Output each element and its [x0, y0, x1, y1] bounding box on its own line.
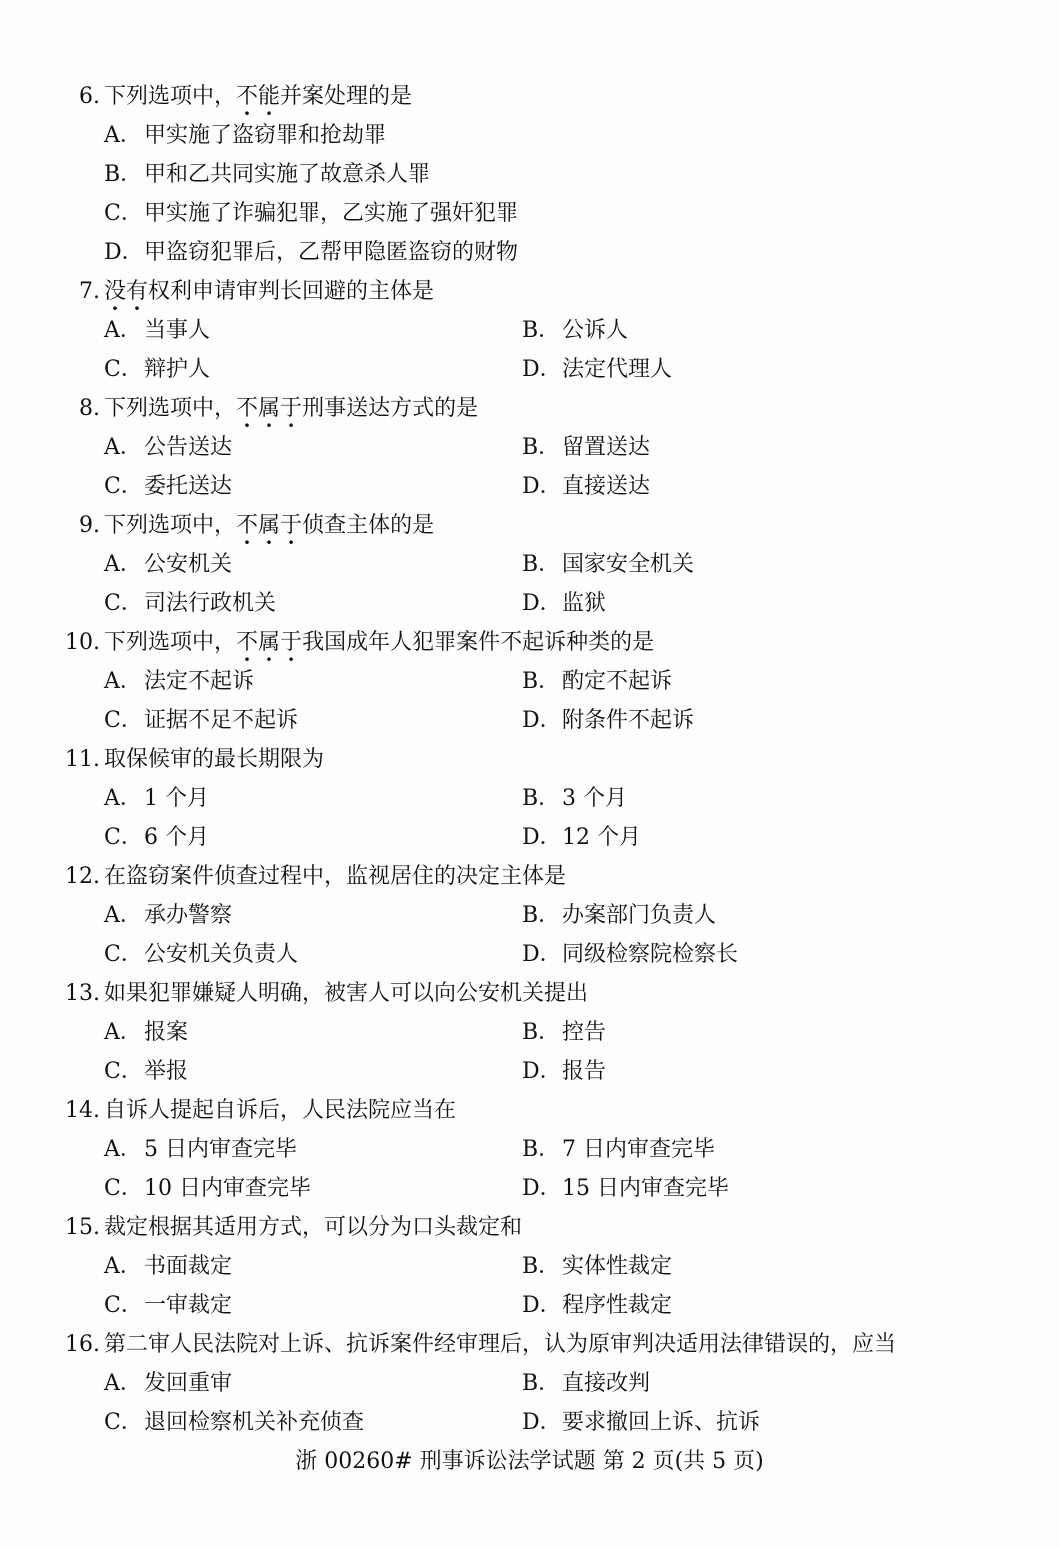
option-label: A． — [104, 1020, 142, 1045]
option-text: 国家安全机关 — [562, 552, 695, 577]
option-text: 直接改判 — [562, 1371, 651, 1396]
option-label: D． — [522, 1293, 562, 1318]
option-label: A． — [104, 786, 142, 811]
option-a — [104, 316, 210, 346]
option-a — [104, 1135, 297, 1165]
option-label: A． — [104, 903, 142, 928]
option-text: 法定代理人 — [562, 357, 673, 382]
question-number: 11. — [65, 747, 100, 772]
option-label: B． — [522, 1371, 561, 1396]
option-a — [104, 1018, 188, 1048]
emphasized-words — [236, 84, 280, 109]
option-text: 程序性裁定 — [562, 1293, 673, 1318]
option-text: 法定不起诉 — [144, 669, 255, 694]
option-a — [104, 121, 386, 151]
option-label: D． — [522, 591, 562, 616]
emphasized-char: 不 — [236, 84, 259, 109]
option-c — [104, 940, 298, 970]
option-text: 附条件不起诉 — [562, 708, 695, 733]
emphasized-char: 不 — [236, 630, 259, 655]
option-text: 留置送达 — [562, 435, 651, 460]
question-text — [104, 745, 324, 775]
option-text: 辩护人 — [144, 357, 211, 382]
page-footer: 浙 00260# 刑事诉讼法学试题 第 2 页(共 5 页) — [295, 1449, 764, 1474]
question-text — [104, 1213, 522, 1243]
option-d — [522, 823, 641, 853]
option-b — [522, 667, 672, 697]
question-text-pre: 下列选项中， — [104, 513, 237, 538]
option-label: A． — [104, 552, 142, 577]
question-text-pre: 取保候审的最长期限为 — [104, 747, 325, 772]
option-a — [104, 901, 232, 931]
emphasized-char: 属 — [258, 630, 281, 655]
option-label: B． — [522, 903, 561, 928]
option-label: B． — [522, 1254, 561, 1279]
question-text — [104, 277, 434, 307]
question-text — [104, 82, 412, 112]
option-label: A． — [104, 1137, 142, 1162]
option-label: C． — [104, 1059, 143, 1084]
emphasized-char: 于 — [280, 396, 303, 421]
emphasized-words — [236, 513, 302, 538]
option-d — [522, 1174, 729, 1204]
option-label: C． — [104, 708, 143, 733]
option-a — [104, 550, 232, 580]
emphasized-char: 没 — [104, 279, 127, 304]
option-label: A． — [104, 1254, 142, 1279]
option-b — [522, 550, 694, 580]
option-text: 当事人 — [144, 318, 211, 343]
emphasized-char: 于 — [280, 630, 303, 655]
question-text — [104, 862, 566, 892]
option-label: B． — [522, 669, 561, 694]
option-label: A． — [104, 669, 142, 694]
option-c — [104, 823, 209, 853]
emphasized-char: 有 — [126, 279, 149, 304]
question-text-pre: 如果犯罪嫌疑人明确，被害人可以向公安机关提出 — [104, 981, 589, 1006]
option-text: 直接送达 — [562, 474, 651, 499]
option-label: C． — [104, 1293, 143, 1318]
question-number: 7. — [79, 279, 100, 304]
option-text: 承办警察 — [144, 903, 233, 928]
question-text-post: 侦查主体的是 — [302, 513, 435, 538]
emphasized-words — [236, 630, 302, 655]
emphasized-char: 属 — [258, 513, 281, 538]
option-a — [104, 784, 209, 814]
option-text: 公安机关负责人 — [144, 942, 299, 967]
option-text: 15 日内审查完毕 — [562, 1176, 729, 1201]
question-number: 6. — [79, 84, 100, 109]
question-number: 8. — [79, 396, 100, 421]
option-text: 司法行政机关 — [144, 591, 277, 616]
question-number: 14. — [65, 1098, 100, 1123]
question-number: 10. — [65, 630, 100, 655]
option-text: 6 个月 — [144, 825, 209, 850]
option-label: A． — [104, 435, 142, 460]
option-text: 甲和乙共同实施了故意杀人罪 — [144, 162, 431, 187]
option-label: C． — [104, 1410, 143, 1435]
option-text: 10 日内审查完毕 — [144, 1176, 311, 1201]
option-text: 委托送达 — [144, 474, 233, 499]
option-a — [104, 1369, 232, 1399]
option-c — [104, 1291, 232, 1321]
option-label: B． — [522, 1137, 561, 1162]
option-label: D． — [522, 1176, 562, 1201]
option-b — [522, 433, 650, 463]
option-text: 甲实施了盗窃罪和抢劫罪 — [144, 123, 387, 148]
option-text: 退回检察机关补充侦查 — [144, 1410, 365, 1435]
option-label: A． — [104, 123, 142, 148]
option-label: D． — [522, 357, 562, 382]
option-c — [104, 1174, 311, 1204]
emphasized-char: 属 — [258, 396, 281, 421]
option-d — [522, 706, 694, 736]
question-text — [104, 1330, 896, 1360]
question-text-post: 我国成年人犯罪案件不起诉种类的是 — [302, 630, 655, 655]
option-b — [522, 784, 627, 814]
option-c — [104, 355, 210, 385]
option-b — [522, 1135, 715, 1165]
option-label: C． — [104, 474, 143, 499]
option-text: 公安机关 — [144, 552, 233, 577]
option-label: B． — [104, 162, 143, 187]
option-label: C． — [104, 591, 143, 616]
emphasized-char: 于 — [280, 513, 303, 538]
option-d — [522, 1057, 606, 1087]
question-text — [104, 628, 654, 658]
question-text-pre: 下列选项中， — [104, 396, 237, 421]
option-text: 甲实施了诈骗犯罪，乙实施了强奸犯罪 — [144, 201, 519, 226]
option-text: 公诉人 — [562, 318, 629, 343]
option-b — [522, 316, 628, 346]
question-text — [104, 979, 588, 1009]
question-text-post: 刑事送达方式的是 — [302, 396, 479, 421]
option-c — [104, 706, 298, 736]
question-text-pre: 下列选项中， — [104, 84, 237, 109]
option-c — [104, 589, 276, 619]
option-d — [522, 355, 672, 385]
option-label: D． — [522, 825, 562, 850]
option-a — [104, 667, 254, 697]
question-text-pre: 第二审人民法院对上诉、抗诉案件经审理后，认为原审判决适用法律错误的，应当 — [104, 1332, 897, 1357]
option-label: A． — [104, 318, 142, 343]
option-label: C． — [104, 201, 143, 226]
option-text: 报案 — [144, 1020, 189, 1045]
option-label: D． — [104, 240, 144, 265]
option-b — [104, 160, 430, 190]
option-d — [522, 589, 606, 619]
question-number: 9. — [79, 513, 100, 538]
emphasized-char: 不 — [236, 513, 259, 538]
option-label: D． — [522, 942, 562, 967]
option-a — [104, 433, 232, 463]
question-number: 12. — [65, 864, 100, 889]
option-text: 12 个月 — [562, 825, 641, 850]
option-text: 证据不足不起诉 — [144, 708, 299, 733]
option-c — [104, 1057, 188, 1087]
option-text: 实体性裁定 — [562, 1254, 673, 1279]
option-d — [522, 1291, 672, 1321]
option-label: B． — [522, 435, 561, 460]
question-number: 15. — [65, 1215, 100, 1240]
option-b — [522, 1252, 672, 1282]
option-label: D． — [522, 708, 562, 733]
option-text: 5 日内审查完毕 — [144, 1137, 297, 1162]
option-d — [522, 472, 650, 502]
question-text-post: 权利申请审判长回避的主体是 — [148, 279, 435, 304]
question-text-pre: 自诉人提起自诉后，人民法院应当在 — [104, 1098, 457, 1123]
option-label: D． — [522, 1059, 562, 1084]
option-label: C． — [104, 357, 143, 382]
option-label: A． — [104, 1371, 142, 1396]
option-text: 要求撤回上诉、抗诉 — [562, 1410, 761, 1435]
option-c — [104, 199, 518, 229]
emphasized-words — [104, 279, 148, 304]
option-text: 监狱 — [562, 591, 607, 616]
question-text — [104, 1096, 456, 1126]
option-d — [104, 238, 518, 268]
emphasized-char: 能 — [258, 84, 281, 109]
option-text: 控告 — [562, 1020, 607, 1045]
option-text: 办案部门负责人 — [562, 903, 717, 928]
question-text-pre: 下列选项中， — [104, 630, 237, 655]
option-text: 公告送达 — [144, 435, 233, 460]
option-label: B． — [522, 1020, 561, 1045]
option-text: 酌定不起诉 — [562, 669, 673, 694]
option-text: 甲盗窃犯罪后，乙帮甲隐匿盗窃的财物 — [144, 240, 519, 265]
question-text-pre: 在盗窃案件侦查过程中，监视居住的决定主体是 — [104, 864, 567, 889]
option-c — [104, 1408, 364, 1438]
option-label: D． — [522, 474, 562, 499]
option-a — [104, 1252, 232, 1282]
option-label: B． — [522, 318, 561, 343]
option-label: B． — [522, 552, 561, 577]
question-text — [104, 511, 434, 541]
question-number: 16. — [65, 1332, 100, 1357]
option-text: 举报 — [144, 1059, 189, 1084]
option-text: 报告 — [562, 1059, 607, 1084]
option-text: 书面裁定 — [144, 1254, 233, 1279]
question-text-pre: 裁定根据其适用方式，可以分为口头裁定和 — [104, 1215, 523, 1240]
option-text: 3 个月 — [562, 786, 627, 811]
option-text: 7 日内审查完毕 — [562, 1137, 715, 1162]
option-b — [522, 1018, 606, 1048]
option-d — [522, 940, 738, 970]
question-number: 13. — [65, 981, 100, 1006]
question-text-post: 并案处理的是 — [280, 84, 413, 109]
option-text: 一审裁定 — [144, 1293, 233, 1318]
option-label: C． — [104, 942, 143, 967]
option-c — [104, 472, 232, 502]
option-b — [522, 1369, 650, 1399]
option-label: C． — [104, 1176, 143, 1201]
option-b — [522, 901, 716, 931]
option-text: 同级检察院检察长 — [562, 942, 739, 967]
question-text — [104, 394, 478, 424]
emphasized-char: 不 — [236, 396, 259, 421]
option-label: C． — [104, 825, 143, 850]
option-label: B． — [522, 786, 561, 811]
option-text: 发回重审 — [144, 1371, 233, 1396]
option-d — [522, 1408, 760, 1438]
emphasized-words — [236, 396, 302, 421]
option-label: D． — [522, 1410, 562, 1435]
option-text: 1 个月 — [144, 786, 209, 811]
